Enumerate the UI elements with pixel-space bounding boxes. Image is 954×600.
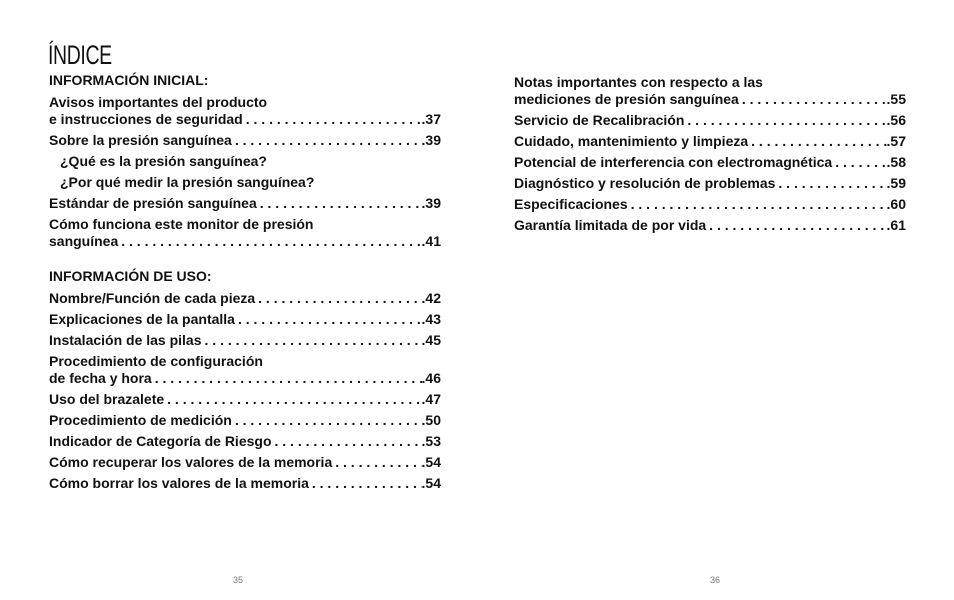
toc-page-number: .43 — [421, 311, 441, 327]
toc-page-number: .41 — [421, 233, 441, 249]
toc-entry-cuidado[interactable] — [514, 133, 906, 150]
toc-entry-text: de fecha y hora — [49, 370, 152, 386]
toc-entry-indicador[interactable] — [49, 433, 441, 450]
toc-entry-como-funciona[interactable] — [49, 216, 441, 250]
toc-entry-instalacion[interactable] — [49, 332, 441, 349]
toc-entry-text: mediciones de presión sanguínea — [514, 91, 739, 107]
toc-entry-explicaciones[interactable] — [49, 311, 441, 328]
toc-entry-avisos[interactable] — [49, 94, 441, 128]
toc-entry-recuperar[interactable] — [49, 454, 441, 471]
toc-entry-text: Garantía limitada de por vida — [514, 217, 707, 233]
dot-leader — [832, 154, 886, 171]
toc-entry-text: Uso del brazalete — [49, 391, 165, 407]
page-number-left: 35 — [233, 575, 244, 585]
dot-leader — [309, 475, 422, 492]
dot-leader — [706, 217, 886, 234]
toc-subentry-por-que[interactable] — [49, 174, 441, 191]
dot-leader — [257, 195, 422, 212]
toc-entry-text: Cuidado, mantenimiento y limpieza — [514, 133, 749, 149]
toc-entry-text: Nombre/Función de cada pieza — [49, 290, 256, 306]
toc-page-number: .59 — [886, 175, 906, 191]
dot-leader — [164, 391, 421, 408]
toc-entry-especificaciones[interactable] — [514, 196, 906, 213]
toc-entry-text: ¿Qué es la presión sanguínea? — [60, 153, 267, 169]
toc-entry-recalibracion[interactable] — [514, 112, 906, 129]
toc-entry-estandar[interactable] — [49, 195, 441, 212]
toc-subentry-que-es[interactable] — [49, 153, 441, 170]
toc-entry-text: Estándar de presión sanguínea — [49, 195, 257, 211]
toc-page-number: .47 — [421, 391, 441, 407]
toc-entry-text: Cómo borrar los valores de la memoria — [49, 475, 309, 491]
toc-entry-garantia[interactable] — [514, 217, 906, 234]
toc-entry-text: Notas importantes con respecto a las — [514, 74, 763, 90]
toc-entry-diagnostico[interactable] — [514, 175, 906, 192]
dot-leader — [232, 412, 422, 429]
toc-page-number: .45 — [421, 332, 441, 348]
toc-page-number: .46 — [421, 370, 441, 386]
toc-page-number: .60 — [886, 196, 906, 212]
dot-leader — [255, 290, 421, 307]
toc-entry-text: Cómo funciona este monitor de presión — [49, 216, 314, 232]
toc-entry-text: Potencial de interferencia con electromagnética — [514, 154, 833, 170]
toc-entry-text: e instrucciones de seguridad — [49, 111, 243, 127]
toc-entry-text: Explicaciones de la pantalla — [49, 311, 235, 327]
toc-page-number: .61 — [886, 217, 906, 233]
toc-page-number: .37 — [421, 111, 441, 127]
dot-leader — [332, 454, 421, 471]
page-title: ÍNDICE — [48, 40, 112, 70]
toc-entry-text: sanguínea — [49, 233, 119, 249]
dot-leader — [202, 332, 422, 349]
toc-page-number: .42 — [421, 290, 441, 306]
toc-entry-text: Indicador de Categoría de Riesgo — [49, 433, 272, 449]
dot-leader — [118, 233, 421, 250]
toc-entry-text: Procedimiento de medición — [49, 412, 232, 428]
dot-leader — [628, 196, 887, 213]
toc-page-number: .58 — [886, 154, 906, 170]
toc-page-number: .39 — [421, 132, 441, 148]
dot-leader — [739, 91, 887, 108]
toc-page-number: .57 — [886, 133, 906, 149]
dot-leader — [243, 111, 422, 128]
toc-entry-medicion[interactable] — [49, 412, 441, 429]
dot-leader — [152, 370, 422, 387]
toc-page-number: .55 — [886, 91, 906, 107]
toc-entry-brazalete[interactable] — [49, 391, 441, 408]
toc-entry-procedimiento-config[interactable] — [49, 353, 441, 387]
dot-leader — [235, 311, 422, 328]
toc-left-column — [49, 72, 441, 496]
toc-entry-nombre[interactable] — [49, 290, 441, 307]
toc-page-number: .54 — [421, 475, 441, 491]
toc-entry-text: ¿Por qué medir la presión sanguínea? — [60, 174, 315, 190]
toc-entry-notas[interactable] — [514, 74, 906, 108]
toc-entry-text: Servicio de Recalibración — [514, 112, 685, 128]
toc-entry-text: Cómo recuperar los valores de la memoria — [49, 454, 333, 470]
toc-entry-text: Sobre la presión sanguínea — [49, 132, 232, 148]
toc-entry-text: Avisos importantes del producto — [49, 94, 268, 110]
toc-entry-text: Diagnóstico y resolución de problemas — [514, 175, 776, 191]
toc-page-number: .56 — [886, 112, 906, 128]
toc-entry-text: Especificaciones — [514, 196, 628, 212]
toc-page-number: .39 — [421, 195, 441, 211]
toc-entry-text: Instalación de las pilas — [49, 332, 202, 348]
dot-leader — [232, 132, 422, 149]
toc-entry-borrar[interactable] — [49, 475, 441, 492]
dot-leader — [684, 112, 886, 129]
toc-page-number: .53 — [421, 433, 441, 449]
dot-leader — [775, 175, 886, 192]
toc-entry-text: Procedimiento de configuración — [49, 353, 263, 369]
toc-entry-interferencia[interactable] — [514, 154, 906, 171]
section-heading-initial-info: INFORMACIÓN INICIAL: — [49, 72, 209, 88]
toc-right-column — [514, 74, 906, 238]
page-number-right: 36 — [710, 575, 721, 585]
toc-entry-sobre[interactable] — [49, 132, 441, 149]
dot-leader — [748, 133, 886, 150]
section-heading-use-info: INFORMACIÓN DE USO: — [49, 268, 212, 284]
dot-leader — [272, 433, 422, 450]
toc-page-number: .50 — [421, 412, 441, 428]
toc-page-number: .54 — [421, 454, 441, 470]
